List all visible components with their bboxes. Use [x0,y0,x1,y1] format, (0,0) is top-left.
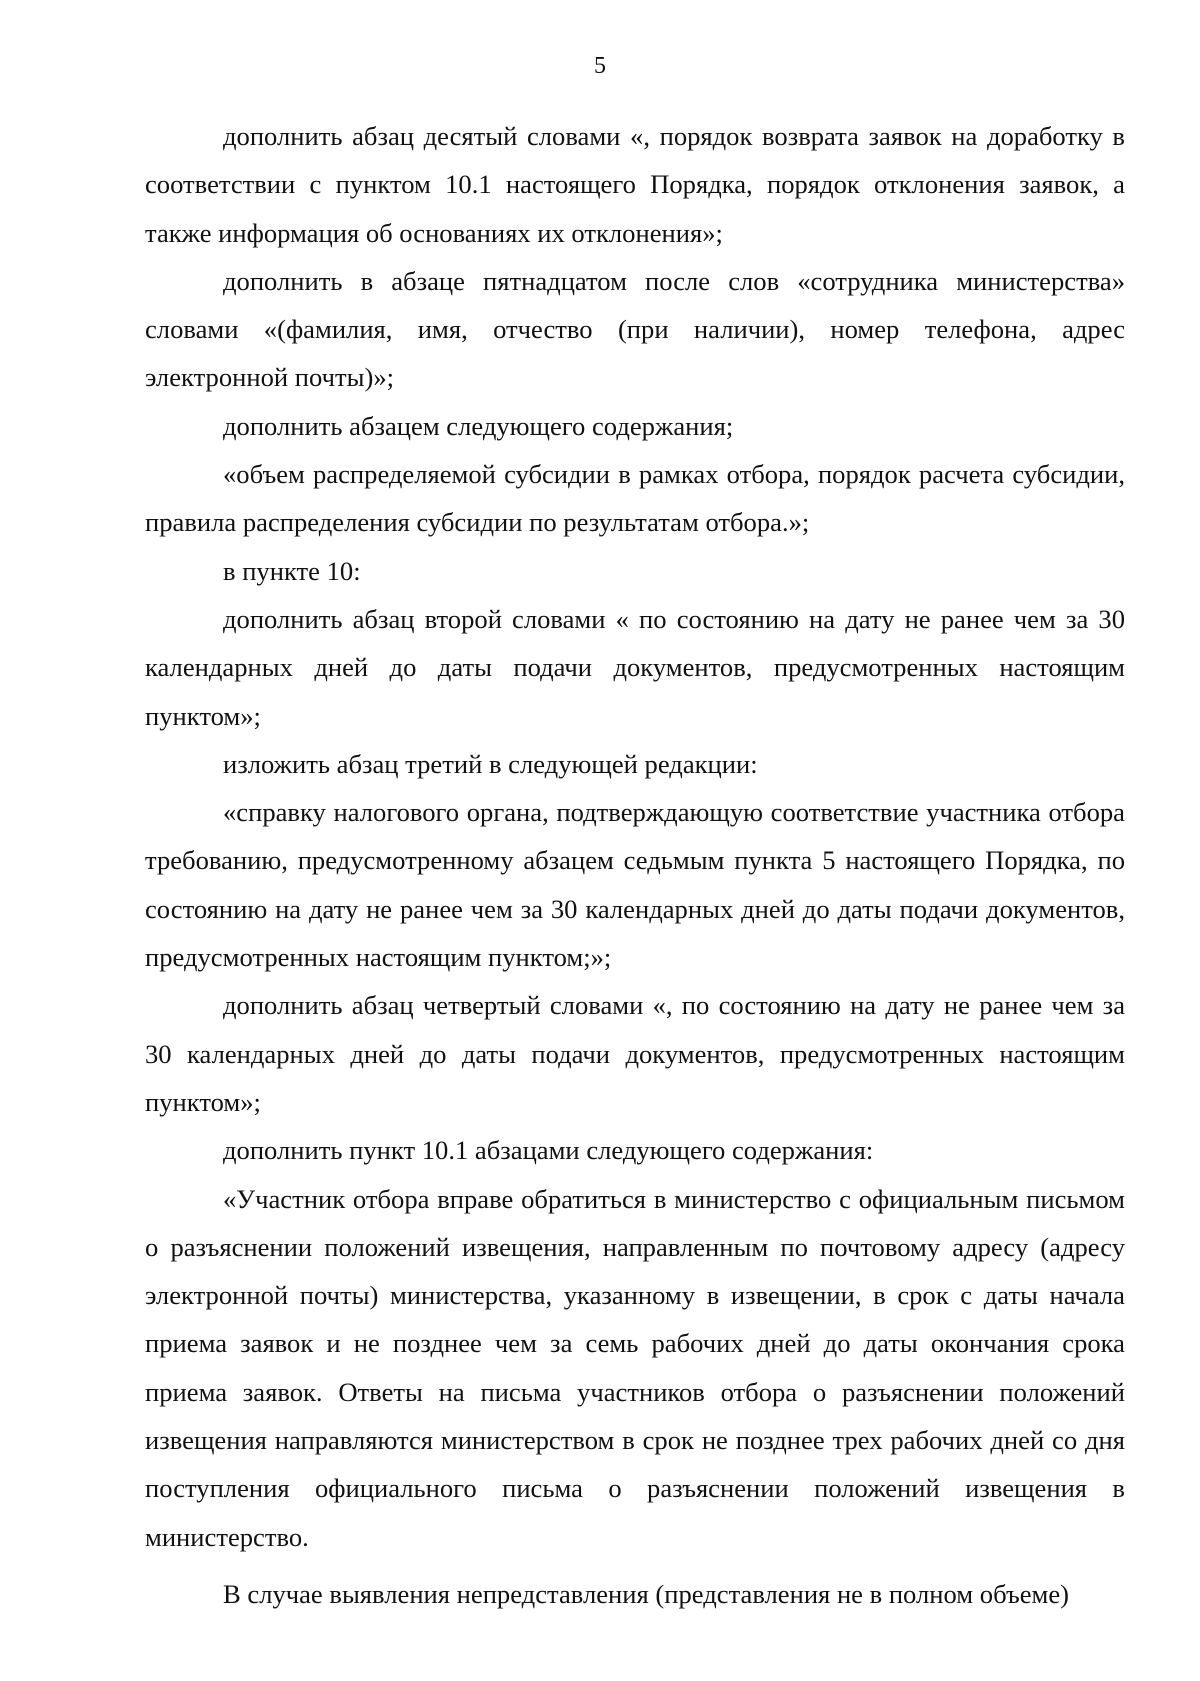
paragraph: изложить абзац третий в следующей редакции: [223,748,758,779]
paragraph: дополнить абзацем следующего содержания; [223,410,734,441]
paragraph: дополнить абзац второй словами « по состоянию на дату не ранее чем за 30 календарных дней до даты подачи документов, предусмотренных настоящим пунктом»; [145,603,1125,731]
paragraph: В случае выявления непредставления (представления не в полном объеме) [223,1578,1069,1609]
page-number: 5 [594,53,606,79]
document-body [145,112,1125,1618]
paragraph: дополнить пункт 10.1 абзацами следующего содержания: [223,1135,874,1166]
paragraph: в пункте 10: [223,555,361,586]
paragraph: дополнить абзац четвертый словами «, по состоянию на дату не ранее чем за 30 календарных дней до даты подачи документов, предусмотренных настоящим пунктом»; [145,990,1125,1117]
paragraph: «объем распределяемой субсидии в рамках отбора, порядок расчета субсидии, правила распределения субсидии по результатам отбора.»; [145,459,1125,538]
paragraph: дополнить в абзаце пятнадцатом после слов «сотрудника министерства» словами «(фамилия, имя, отчество (при наличии), номер телефона, адрес электронной почты)»; [145,265,1125,393]
paragraph: дополнить абзац десятый словами «, порядок возврата заявок на доработку в соответствии с пунктом 10.1 настоящего Порядка, порядок отклонения заявок, а также информация об основаниях их отклонения»; [145,121,1125,248]
paragraph: «Участник отбора вправе обратиться в министерство с официальным письмом о разъяснении положений извещения, направленным по почтовому адресу (адресу электронной почты) министерства, указанному в извещении, в срок с даты начала приема заявок и не позднее чем за семь рабочих дней до даты окончания срока приема заявок. Ответы на письма участников отбора о разъяснении положений извещения направляются министерством в срок не позднее трех рабочих дней со дня поступления официального письма о разъяснении положений извещения в министерство. [145,1183,1125,1552]
paragraph: «справку налогового органа, подтверждающую соответствие участника отбора требованию, предусмотренному абзацем седьмым пункта 5 настоящего Порядка, по состоянию на дату не ранее чем за 30 календарных дней до даты подачи документов, предусмотренных настоящим пунктом;»; [145,797,1125,973]
